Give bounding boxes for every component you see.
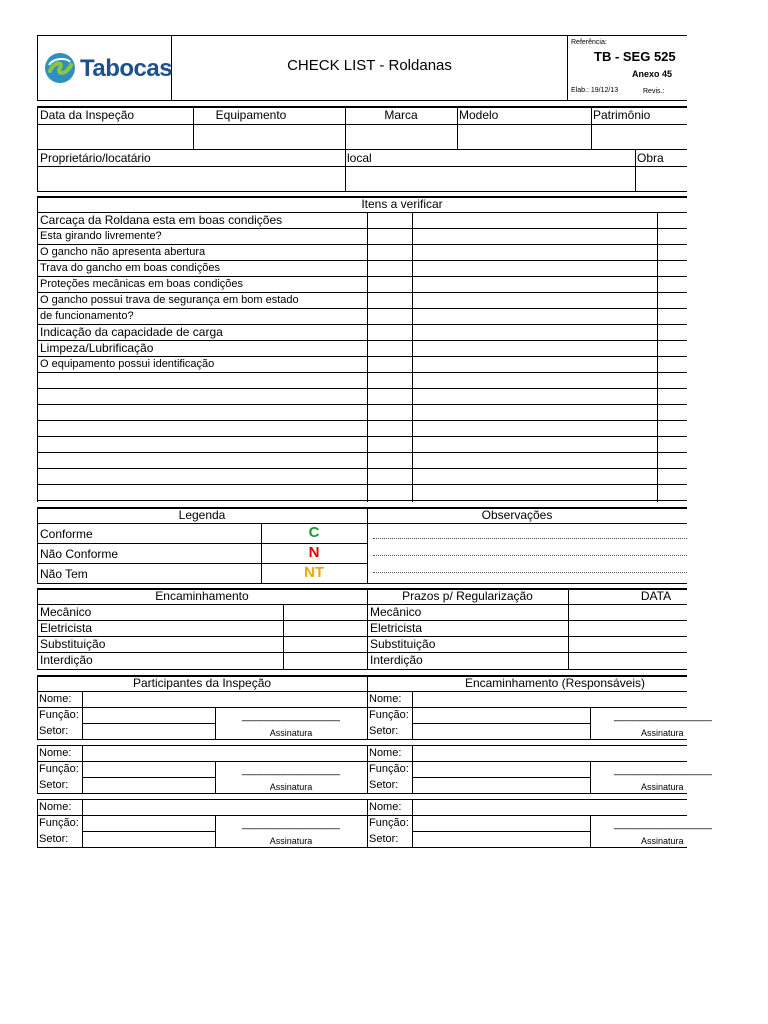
deadline-mechanic: Mecânico (370, 605, 422, 619)
legend-code-none: NT (304, 564, 324, 581)
participant-sector-label: Setor: (39, 725, 69, 737)
participant-role-label: Função: (39, 817, 79, 829)
inspection-date-label: Data da Inspeção (40, 108, 135, 122)
checklist-item: O equipamento possui identificação (40, 358, 215, 370)
logo-icon (44, 52, 76, 84)
reference-code: TB - SEG 525 (594, 49, 676, 64)
owner-field[interactable] (38, 167, 345, 191)
owner-label: Proprietário/locatário (40, 151, 151, 165)
participant-role-field[interactable] (83, 762, 215, 777)
responsibles-heading: Encaminhamento (Responsáveis) (464, 676, 646, 690)
checklist-item: Trava do gancho em boas condições (40, 262, 220, 274)
routing-mechanic: Mecânico (40, 605, 92, 619)
participant-signature-label: Assinatura (269, 836, 313, 846)
responsible-sector-field[interactable] (413, 832, 590, 847)
participant-sector-field[interactable] (83, 778, 215, 793)
participants-heading: Participantes da Inspeção (132, 676, 272, 690)
responsible-role-field[interactable] (413, 708, 590, 723)
participant-role-label: Função: (39, 763, 79, 775)
participant-name-label: Nome: (39, 693, 72, 705)
company-logo (44, 50, 173, 86)
participant-name-label: Nome: (39, 747, 72, 759)
participant-signature-line[interactable]: ________________ (242, 764, 340, 776)
responsible-role-label: Função: (369, 763, 409, 775)
observations-field[interactable] (368, 524, 687, 583)
inspection-date-field[interactable] (38, 125, 193, 149)
legend-code-nonconform: N (308, 544, 320, 561)
participant-sector-field[interactable] (83, 832, 215, 847)
logo-text: Tabocas (80, 55, 173, 82)
brand-field[interactable] (346, 125, 457, 149)
asset-label: Patrimônio (593, 108, 651, 122)
responsible-name-field[interactable] (413, 692, 687, 707)
legend-label-nonconform: Não Conforme (40, 547, 119, 561)
responsible-signature-line[interactable]: ________________ (614, 818, 712, 830)
participant-name-label: Nome: (39, 801, 72, 813)
deadline-interdiction: Interdição (370, 653, 423, 667)
responsible-role-label: Função: (369, 709, 409, 721)
responsible-name-label: Nome: (369, 693, 402, 705)
participant-signature-label: Assinatura (269, 782, 313, 792)
responsible-sector-label: Setor: (369, 725, 399, 737)
deadline-heading: Prazos p/ Regularização (402, 589, 533, 603)
checklist-item: Esta girando livremente? (40, 230, 162, 242)
participant-name-field[interactable] (83, 800, 367, 815)
routing-replacement: Substituição (40, 637, 106, 651)
annex-label: Anexo 45 (632, 69, 673, 79)
responsible-name-label: Nome: (369, 801, 402, 813)
site-field[interactable] (636, 167, 687, 191)
participant-signature-label: Assinatura (269, 728, 313, 738)
legend-label-conform: Conforme (40, 527, 93, 541)
responsible-name-field[interactable] (413, 746, 687, 761)
participant-name-field[interactable] (83, 692, 367, 707)
legend-code-conform: C (308, 524, 320, 541)
deadline-electrician: Eletricista (370, 621, 423, 635)
responsible-sector-label: Setor: (369, 779, 399, 791)
document-title: CHECK LIST - Roldanas (287, 57, 452, 74)
participant-sector-label: Setor: (39, 833, 69, 845)
routing-interdiction: Interdição (40, 653, 93, 667)
responsible-signature-line[interactable]: ________________ (614, 764, 712, 776)
checklist-item: O gancho não apresenta abertura (40, 246, 206, 258)
revision-label: Revis.: (643, 88, 665, 95)
participant-name-field[interactable] (83, 746, 367, 761)
elaboration-date: Elab.: 19/12/13 (571, 87, 619, 94)
participant-role-field[interactable] (83, 816, 215, 831)
responsible-role-field[interactable] (413, 816, 590, 831)
participant-role-label: Função: (39, 709, 79, 721)
responsible-signature-label: Assinatura (641, 782, 684, 792)
responsible-name-field[interactable] (413, 800, 687, 815)
participant-signature-line[interactable]: ________________ (242, 818, 340, 830)
model-label: Modelo (459, 108, 499, 122)
equipment-field[interactable] (194, 125, 345, 149)
responsible-signature-line[interactable]: ________________ (614, 710, 712, 722)
routing-electrician: Eletricista (40, 621, 93, 635)
site-label: Obra (637, 151, 664, 165)
responsible-role-label: Função: (369, 817, 409, 829)
asset-field[interactable] (592, 125, 687, 149)
deadline-replacement: Substituição (370, 637, 436, 651)
responsible-name-label: Nome: (369, 747, 402, 759)
participant-sector-label: Setor: (39, 779, 69, 791)
routing-heading: Encaminhamento (155, 589, 249, 603)
responsible-sector-label: Setor: (369, 833, 399, 845)
responsible-role-field[interactable] (413, 762, 590, 777)
items-heading: Itens a verificar (361, 197, 443, 211)
participant-role-field[interactable] (83, 708, 215, 723)
reference-label: Referência: (571, 39, 607, 46)
checklist-item: Proteções mecânicas em boas condições (40, 278, 243, 290)
responsible-sector-field[interactable] (413, 724, 590, 739)
equipment-label: Equipamento (215, 108, 287, 122)
checklist-item: Limpeza/Lubrificação (40, 341, 154, 355)
date-heading: DATA (640, 589, 672, 603)
location-field[interactable] (346, 167, 635, 191)
checklist-item: O gancho possui trava de segurança em bom estado (40, 294, 299, 306)
location-label: local (347, 151, 372, 165)
participant-signature-line[interactable]: ________________ (242, 710, 340, 722)
responsible-signature-label: Assinatura (641, 836, 684, 846)
model-field[interactable] (458, 125, 591, 149)
responsible-sector-field[interactable] (413, 778, 590, 793)
legend-heading: Legenda (178, 508, 226, 522)
legend-label-none: Não Tem (40, 567, 88, 581)
checklist-item: Indicação da capacidade de carga (40, 325, 223, 339)
brand-label: Marca (384, 108, 418, 122)
checklist-item: Carcaça da Roldana esta em boas condições (40, 213, 283, 227)
checklist-item: de funcionamento? (40, 310, 134, 322)
responsible-signature-label: Assinatura (641, 728, 684, 738)
participant-sector-field[interactable] (83, 724, 215, 739)
observations-heading: Observações (481, 508, 553, 522)
